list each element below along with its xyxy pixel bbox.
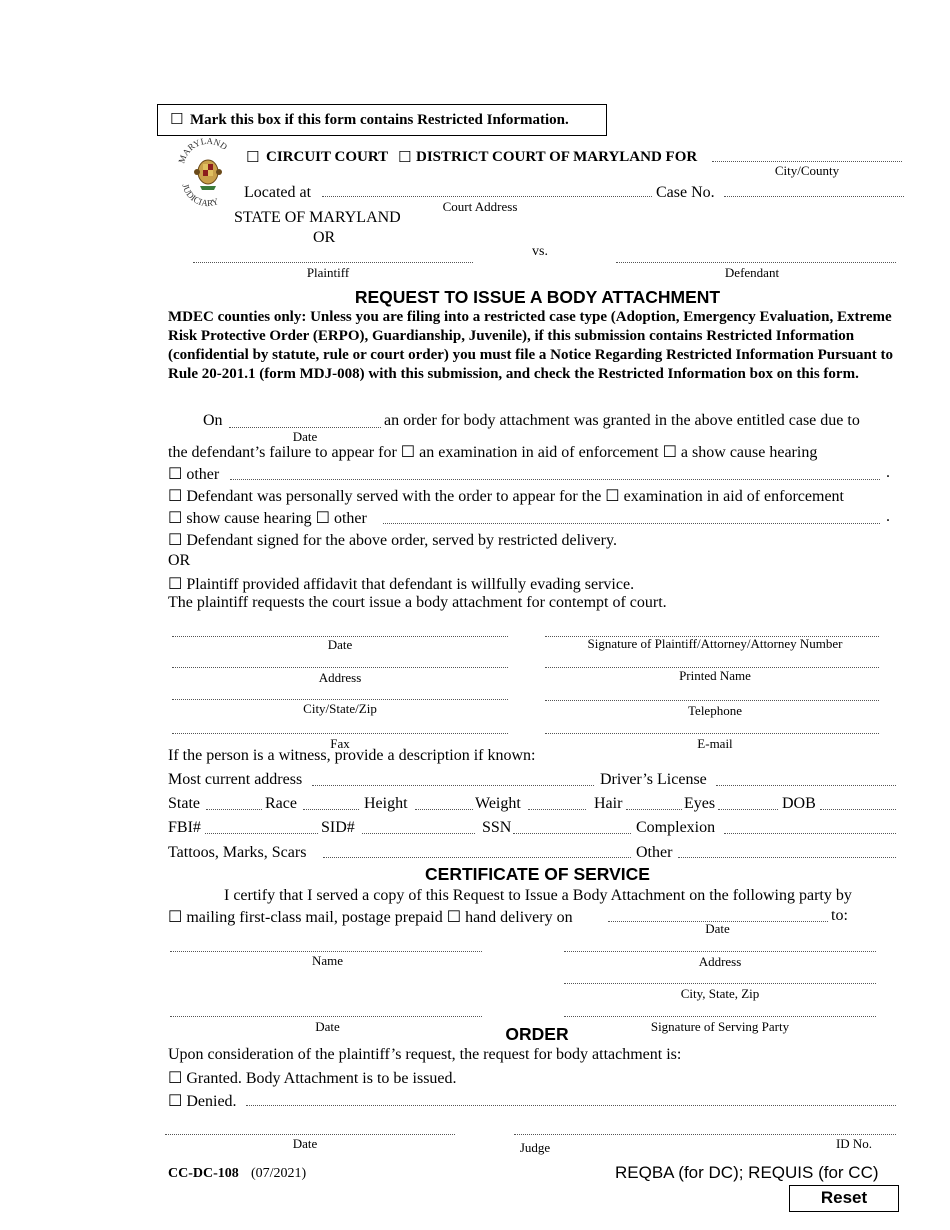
versus-label: vs. [532, 244, 548, 259]
plaintiff-address-label: Address [318, 670, 362, 685]
form-revision: (07/2021) [251, 1166, 307, 1181]
state-field[interactable] [206, 809, 262, 810]
plaintiff-field[interactable] [193, 262, 473, 263]
defendant-label: Defendant [724, 265, 780, 280]
mdec-notice: MDEC counties only: Unless you are filing into a restricted case type (Adoption, Emergency Evaluation, Extreme Risk Protective Order (ERPO), Guardianship, Juvenile), if this submission contains Restricted Information (confidential by statute, rule or court order) you must file a Notice Regarding Restricted Information Pursuant to Rule 20-201.1 (form MDJ-008) with this submission, and check the Restricted Information box on this form. [168, 309, 894, 382]
case-no-field[interactable] [724, 196, 904, 197]
tattoos-label: Tattoos, Marks, Scars [168, 844, 307, 861]
personally-served-text: ☐ Defendant was personally served with the order to appear for the ☐ examination in aid of enforcement [168, 488, 844, 505]
order-title: ORDER [505, 1024, 569, 1044]
sid-field[interactable] [362, 833, 475, 834]
court-address-label: Court Address [442, 199, 518, 214]
reset-button[interactable]: Reset [789, 1185, 899, 1212]
failure-to-appear-text: the defendant’s failure to appear for ☐ an examination in aid of enforcement ☐ a show cause hearing [168, 444, 818, 461]
ssn-field[interactable] [513, 833, 631, 834]
city-county-field[interactable] [712, 161, 902, 162]
restricted-info-label: Mark this box if this form contains Restricted Information. [190, 112, 569, 128]
order-date-field[interactable] [229, 427, 381, 428]
form-number: CC-DC-108 [168, 1166, 239, 1181]
order-date-sign-field[interactable] [165, 1134, 455, 1135]
plaintiff-signature-label: Signature of Plaintiff/Attorney/Attorney Number [587, 636, 843, 651]
denied-reason-field[interactable] [246, 1105, 896, 1106]
most-current-address-field[interactable] [312, 785, 594, 786]
district-court-checkbox[interactable]: ☐ [398, 148, 412, 166]
circuit-court-checkbox[interactable]: ☐ [246, 148, 260, 166]
complexion-field[interactable] [724, 833, 896, 834]
case-no-label: Case No. [656, 184, 715, 201]
affidavit-text: ☐ Plaintiff provided affidavit that defendant is willfully evading service. [168, 576, 635, 593]
telephone-field[interactable] [545, 700, 879, 701]
fbi-label: FBI# [168, 819, 201, 836]
other-description-label: Other [636, 844, 673, 861]
race-label: Race [265, 795, 297, 812]
form-codes: REQBA (for DC); REQUIS (for CC) [615, 1163, 879, 1182]
svg-text:MARYLAND [176, 136, 229, 165]
show-cause-other-text: ☐ show cause hearing ☐ other [168, 510, 367, 527]
plaintiff-label: Plaintiff [306, 265, 350, 280]
order-date-sign-label: Date [292, 1136, 318, 1151]
dob-field[interactable] [820, 809, 896, 810]
court-address-field[interactable] [322, 196, 652, 197]
seal-top-text: MARYLAND [176, 136, 230, 165]
state-label: State [168, 795, 200, 812]
restricted-info-checkbox[interactable]: ☐ [170, 110, 184, 128]
restricted-delivery-text: ☐ Defendant signed for the above order, served by restricted delivery. [168, 532, 617, 549]
weight-field[interactable] [528, 809, 586, 810]
serving-party-signature-label: Signature of Serving Party [650, 1019, 790, 1034]
order-granted-text: an order for body attachment was granted in the above entitled case due to [384, 412, 860, 429]
service-date-label: Date [705, 921, 730, 936]
complexion-label: Complexion [636, 819, 716, 836]
hair-field[interactable] [626, 809, 682, 810]
sid-label: SID# [321, 819, 355, 836]
plaintiff-city-label: City/State/Zip [303, 701, 377, 716]
body-or: OR [168, 552, 191, 569]
located-at-label: Located at [244, 184, 312, 201]
fbi-field[interactable] [205, 833, 318, 834]
judge-label: Judge [519, 1140, 551, 1155]
plaintiff-fax-label: Fax [330, 736, 350, 751]
other-reason-period: . [886, 464, 890, 481]
serving-party-signature-field[interactable] [564, 1016, 876, 1017]
circuit-court-label: CIRCUIT COURT [266, 149, 389, 165]
other-reason-label: ☐ other [168, 466, 220, 483]
restricted-info-box [157, 104, 607, 136]
plaintiff-address-field[interactable] [172, 667, 508, 668]
plaintiff-city-field[interactable] [172, 699, 508, 700]
printed-name-label: Printed Name [679, 668, 751, 683]
other-description-field[interactable] [678, 857, 896, 858]
served-name-field[interactable] [170, 951, 482, 952]
tattoos-field[interactable] [323, 857, 631, 858]
served-other-field[interactable] [383, 523, 880, 524]
dob-label: DOB [782, 795, 816, 812]
drivers-license-field[interactable] [716, 785, 896, 786]
ssn-label: SSN [482, 819, 512, 836]
city-county-label: City/County [774, 163, 840, 178]
judge-signature-field[interactable] [514, 1134, 896, 1135]
other-reason-field[interactable] [230, 479, 880, 480]
height-field[interactable] [415, 809, 473, 810]
email-field[interactable] [545, 733, 879, 734]
certify-text: I certify that I served a copy of this Request to Issue a Body Attachment on the following party by [224, 887, 852, 904]
email-label: E-mail [697, 736, 733, 751]
maryland-judiciary-seal [176, 136, 240, 208]
served-city-label: City, State, Zip [680, 986, 760, 1001]
order-intro: Upon consideration of the plaintiff’s request, the request for body attachment is: [168, 1046, 682, 1063]
certificate-title: CERTIFICATE OF SERVICE [425, 864, 650, 884]
district-court-label: DISTRICT COURT OF MARYLAND FOR [416, 149, 698, 165]
on-label: On [203, 412, 223, 429]
most-current-address-label: Most current address [168, 771, 303, 788]
to-label: to: [831, 907, 848, 924]
eyes-label: Eyes [684, 795, 716, 812]
defendant-field[interactable] [616, 262, 896, 263]
id-no-label: ID No. [835, 1136, 873, 1151]
order-denied[interactable]: ☐ Denied. [168, 1093, 237, 1110]
served-address-label: Address [698, 954, 742, 969]
telephone-label: Telephone [688, 703, 742, 718]
delivery-method-text: ☐ mailing first-class mail, postage prepaid ☐ hand delivery on [168, 909, 573, 926]
height-label: Height [364, 795, 408, 812]
witness-intro: If the person is a witness, provide a description if known: [168, 747, 536, 764]
served-name-label: Name [311, 953, 344, 968]
drivers-license-label: Driver’s License [600, 771, 707, 788]
state-of-maryland: STATE OF MARYLAND [234, 209, 401, 226]
served-address-field[interactable] [564, 951, 876, 952]
parties-or: OR [313, 229, 336, 246]
plaintiff-fax-field[interactable] [172, 733, 508, 734]
plaintiff-date-label: Date [327, 637, 353, 652]
certificate-date-field[interactable] [170, 1016, 482, 1017]
hair-label: Hair [594, 795, 623, 812]
eyes-field[interactable] [718, 809, 778, 810]
form-title: REQUEST TO ISSUE A BODY ATTACHMENT [354, 287, 721, 307]
seal-bottom-text: JUDICIARY [180, 182, 220, 208]
race-field[interactable] [303, 809, 359, 810]
order-granted[interactable]: ☐ Granted. Body Attachment is to be issued. [168, 1070, 457, 1087]
served-city-field[interactable] [564, 983, 876, 984]
served-other-period: . [886, 508, 890, 525]
plaintiff-requests-text: The plaintiff requests the court issue a body attachment for contempt of court. [168, 594, 667, 611]
order-date-label: Date [292, 429, 318, 444]
weight-label: Weight [475, 795, 521, 812]
certificate-date-label: Date [315, 1019, 340, 1034]
